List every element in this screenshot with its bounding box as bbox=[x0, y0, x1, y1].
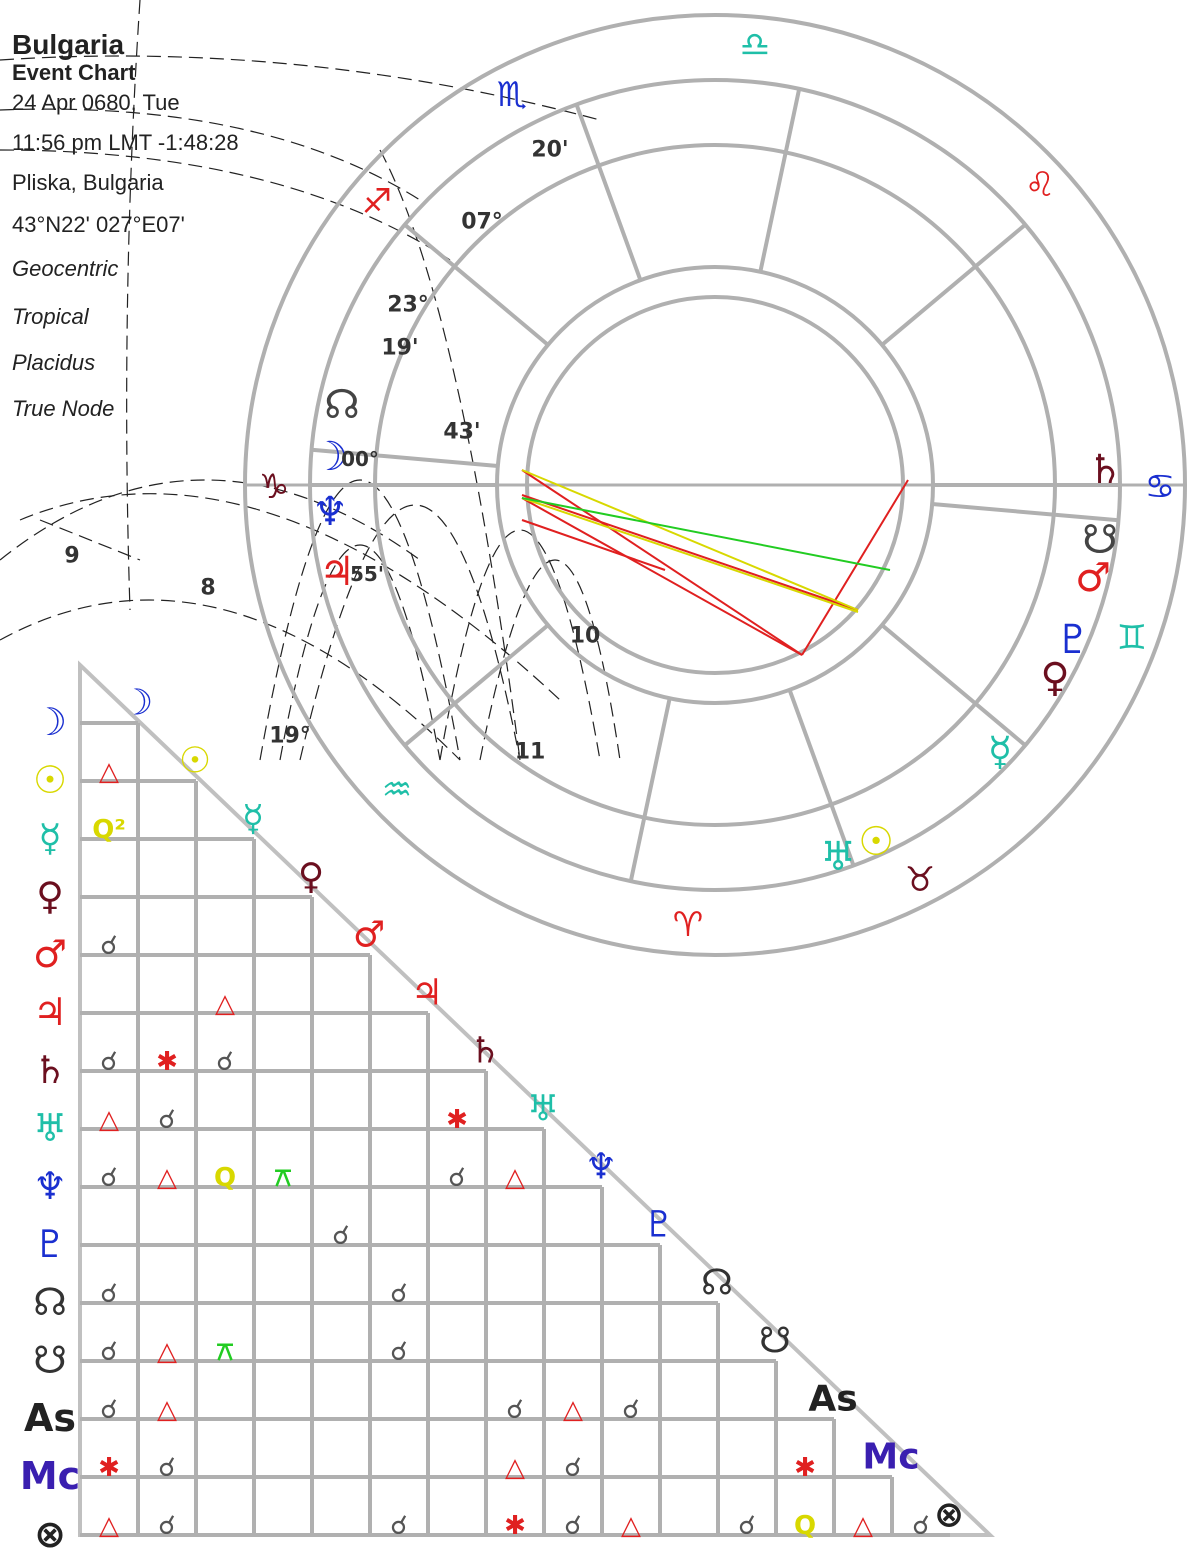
grid-diagonal-label: ☋ bbox=[759, 1320, 791, 1362]
aspect-cell-glyph: ☌ bbox=[390, 1511, 408, 1541]
grid-diagonal-label: ☊ bbox=[701, 1262, 733, 1304]
zodiac-sign-glyph: ♐ bbox=[361, 182, 393, 222]
planet-degree: 00° bbox=[341, 447, 379, 471]
aspect-cell-glyph: △ bbox=[157, 1337, 177, 1367]
house-degree-label: 43' bbox=[443, 419, 481, 445]
aspect-cell-glyph: ☌ bbox=[564, 1511, 582, 1541]
grid-row-label: ♄ bbox=[32, 1048, 68, 1092]
aspect-cell-glyph: ✱ bbox=[504, 1511, 526, 1541]
aspect-cell-glyph: △ bbox=[505, 1453, 525, 1483]
grid-row-label: Mc bbox=[19, 1454, 81, 1498]
aspect-cell-glyph: ⚻ bbox=[274, 1163, 292, 1193]
grid-row-label: ☽ bbox=[32, 700, 68, 744]
aspect-cell-glyph: ☌ bbox=[158, 1453, 176, 1483]
planet-glyph: ♅ bbox=[820, 834, 856, 880]
aspect-cell-glyph: Q² bbox=[92, 815, 126, 845]
house-degree-label: 19° bbox=[269, 723, 311, 749]
aspect-cell-glyph: △ bbox=[99, 1105, 119, 1135]
zodiac-sign-glyph: ♈ bbox=[672, 905, 704, 945]
aspect-cell-glyph: △ bbox=[157, 1395, 177, 1425]
aspect-cell-glyph: △ bbox=[621, 1511, 641, 1541]
house-degree-label: 07° bbox=[461, 209, 503, 235]
aspect-cell-glyph: △ bbox=[505, 1163, 525, 1193]
house-degree-label: 19' bbox=[381, 335, 419, 361]
grid-row-label: ☉ bbox=[32, 758, 68, 802]
house-degree-label: 9 bbox=[64, 543, 80, 569]
grid-diagonal-label: Mc bbox=[862, 1436, 920, 1478]
planet-glyph: ☿ bbox=[987, 729, 1013, 775]
chart-time: 11:56 pm LMT -1:48:28 bbox=[12, 130, 239, 155]
planet-glyph: ♃ bbox=[319, 549, 355, 595]
grid-row-label: ☊ bbox=[33, 1280, 67, 1324]
aspect-cell-glyph: ☌ bbox=[158, 1105, 176, 1135]
zodiac-sign-glyph: ♌ bbox=[1024, 165, 1056, 205]
aspect-cell-glyph: Q bbox=[213, 1163, 237, 1193]
node-type: True Node bbox=[12, 396, 115, 421]
aspect-cell-glyph: ☌ bbox=[448, 1163, 466, 1193]
grid-diagonal-label: ♆ bbox=[584, 1146, 618, 1188]
grid-row-label: ♀ bbox=[36, 874, 64, 918]
aspect-cell-glyph: ☌ bbox=[622, 1395, 640, 1425]
zodiac-type: Tropical bbox=[12, 304, 89, 329]
grid-row-label: ⊗ bbox=[34, 1512, 66, 1552]
aspect-cell-glyph: ☌ bbox=[390, 1279, 408, 1309]
aspect-cell-glyph: △ bbox=[99, 1511, 119, 1541]
planet-glyph: ♀ bbox=[1040, 655, 1070, 701]
aspect-cell-glyph: ☌ bbox=[390, 1337, 408, 1367]
aspect-cell-glyph: ✱ bbox=[446, 1105, 468, 1135]
chart-info-panel bbox=[12, 30, 272, 422]
grid-diagonal-label: ♅ bbox=[526, 1088, 560, 1130]
grid-row-label: ♅ bbox=[32, 1106, 68, 1150]
house-system: Placidus bbox=[12, 350, 96, 375]
aspect-cell-glyph: ☌ bbox=[100, 1163, 118, 1193]
aspect-cell-glyph: ☌ bbox=[564, 1453, 582, 1483]
chart-place: Pliska, Bulgaria bbox=[12, 170, 164, 195]
aspect-cell-glyph: ☌ bbox=[216, 1047, 234, 1077]
house-degree-label: 20' bbox=[531, 137, 569, 163]
aspect-cell-glyph: △ bbox=[99, 757, 119, 787]
aspect-cell-glyph: △ bbox=[215, 989, 235, 1019]
aspect-cell-glyph: ☌ bbox=[100, 931, 118, 961]
chart-date: 24 Apr 0680, Tue bbox=[12, 90, 180, 115]
chart-title: Bulgaria bbox=[12, 29, 125, 60]
grid-diagonal-label: ☽ bbox=[120, 682, 154, 724]
grid-row-label: ♇ bbox=[32, 1222, 68, 1266]
grid-diagonal-label: ♂ bbox=[352, 914, 386, 956]
chart-coords: 43°N22' 027°E07' bbox=[12, 212, 185, 237]
grid-row-label: ♆ bbox=[32, 1164, 68, 1208]
zodiac-sign-glyph: ♑ bbox=[258, 467, 290, 507]
aspect-cell-glyph: ☌ bbox=[738, 1511, 756, 1541]
aspect-cell-glyph: △ bbox=[157, 1163, 177, 1193]
zodiac-sign-glyph: ♎ bbox=[739, 25, 771, 65]
house-degree-label: 23° bbox=[387, 292, 429, 318]
aspect-cell-glyph: △ bbox=[563, 1395, 583, 1425]
grid-row-label: ♂ bbox=[32, 932, 68, 976]
zodiac-mode: Geocentric bbox=[12, 256, 119, 281]
grid-diagonal-label: ♄ bbox=[468, 1030, 502, 1072]
planet-glyph: ♄ bbox=[1087, 447, 1123, 493]
grid-diagonal-label: ☉ bbox=[178, 740, 212, 782]
planet-glyph: ☋ bbox=[1082, 517, 1118, 563]
grid-diagonal-label: ♇ bbox=[642, 1204, 676, 1246]
grid-diagonal-label: ⊗ bbox=[933, 1494, 965, 1536]
aspect-cell-glyph: ✱ bbox=[794, 1453, 816, 1483]
aspect-cell-glyph: ☌ bbox=[506, 1395, 524, 1425]
planet-degree: 55' bbox=[350, 562, 384, 586]
grid-row-label: As bbox=[23, 1396, 77, 1440]
house-degree-label: 11 bbox=[514, 739, 546, 765]
zodiac-sign-glyph: ♋ bbox=[1144, 467, 1176, 507]
planet-glyph: ☉ bbox=[858, 819, 894, 865]
planet-glyph: ☽ bbox=[312, 434, 348, 480]
grid-row-label: ☋ bbox=[33, 1338, 67, 1382]
aspect-cell-glyph: ☌ bbox=[158, 1511, 176, 1541]
zodiac-sign-glyph: ♊ bbox=[1116, 618, 1148, 658]
planet-glyph: ☊ bbox=[324, 382, 360, 428]
zodiac-sign-glyph: ♒ bbox=[381, 770, 413, 810]
planet-glyph: ♇ bbox=[1055, 617, 1091, 663]
grid-row-label: ♃ bbox=[32, 990, 68, 1034]
planet-glyph: ♂ bbox=[1075, 555, 1111, 601]
house-degree-label: 10 bbox=[569, 623, 601, 649]
aspect-cell-glyph: ✱ bbox=[156, 1047, 178, 1077]
aspect-cell-glyph: ☌ bbox=[100, 1279, 118, 1309]
house-degree-label: 8 bbox=[200, 575, 216, 601]
zodiac-sign-glyph: ♏ bbox=[496, 75, 528, 115]
grid-diagonal-label: ☿ bbox=[241, 798, 265, 840]
aspect-cell-glyph: ☌ bbox=[100, 1395, 118, 1425]
grid-diagonal-label: ♀ bbox=[297, 856, 325, 898]
aspect-cell-glyph: ☌ bbox=[912, 1511, 930, 1541]
chart-type: Event Chart bbox=[12, 60, 136, 85]
zodiac-sign-glyph: ♉ bbox=[904, 860, 936, 900]
grid-row-label: ☿ bbox=[38, 816, 62, 860]
aspect-cell-glyph: ☌ bbox=[100, 1047, 118, 1077]
aspect-cell-glyph: ⚻ bbox=[216, 1337, 234, 1367]
aspect-cell-glyph: ☌ bbox=[332, 1221, 350, 1251]
aspect-cell-glyph: △ bbox=[853, 1511, 873, 1541]
grid-diagonal-label: As bbox=[808, 1378, 858, 1420]
grid-diagonal-label: ♃ bbox=[410, 972, 444, 1014]
aspect-cell-glyph: Q bbox=[793, 1511, 817, 1541]
aspect-cell-glyph: ✱ bbox=[98, 1453, 120, 1483]
aspect-cell-glyph: ☌ bbox=[100, 1337, 118, 1367]
planet-glyph: ♆ bbox=[312, 489, 348, 535]
